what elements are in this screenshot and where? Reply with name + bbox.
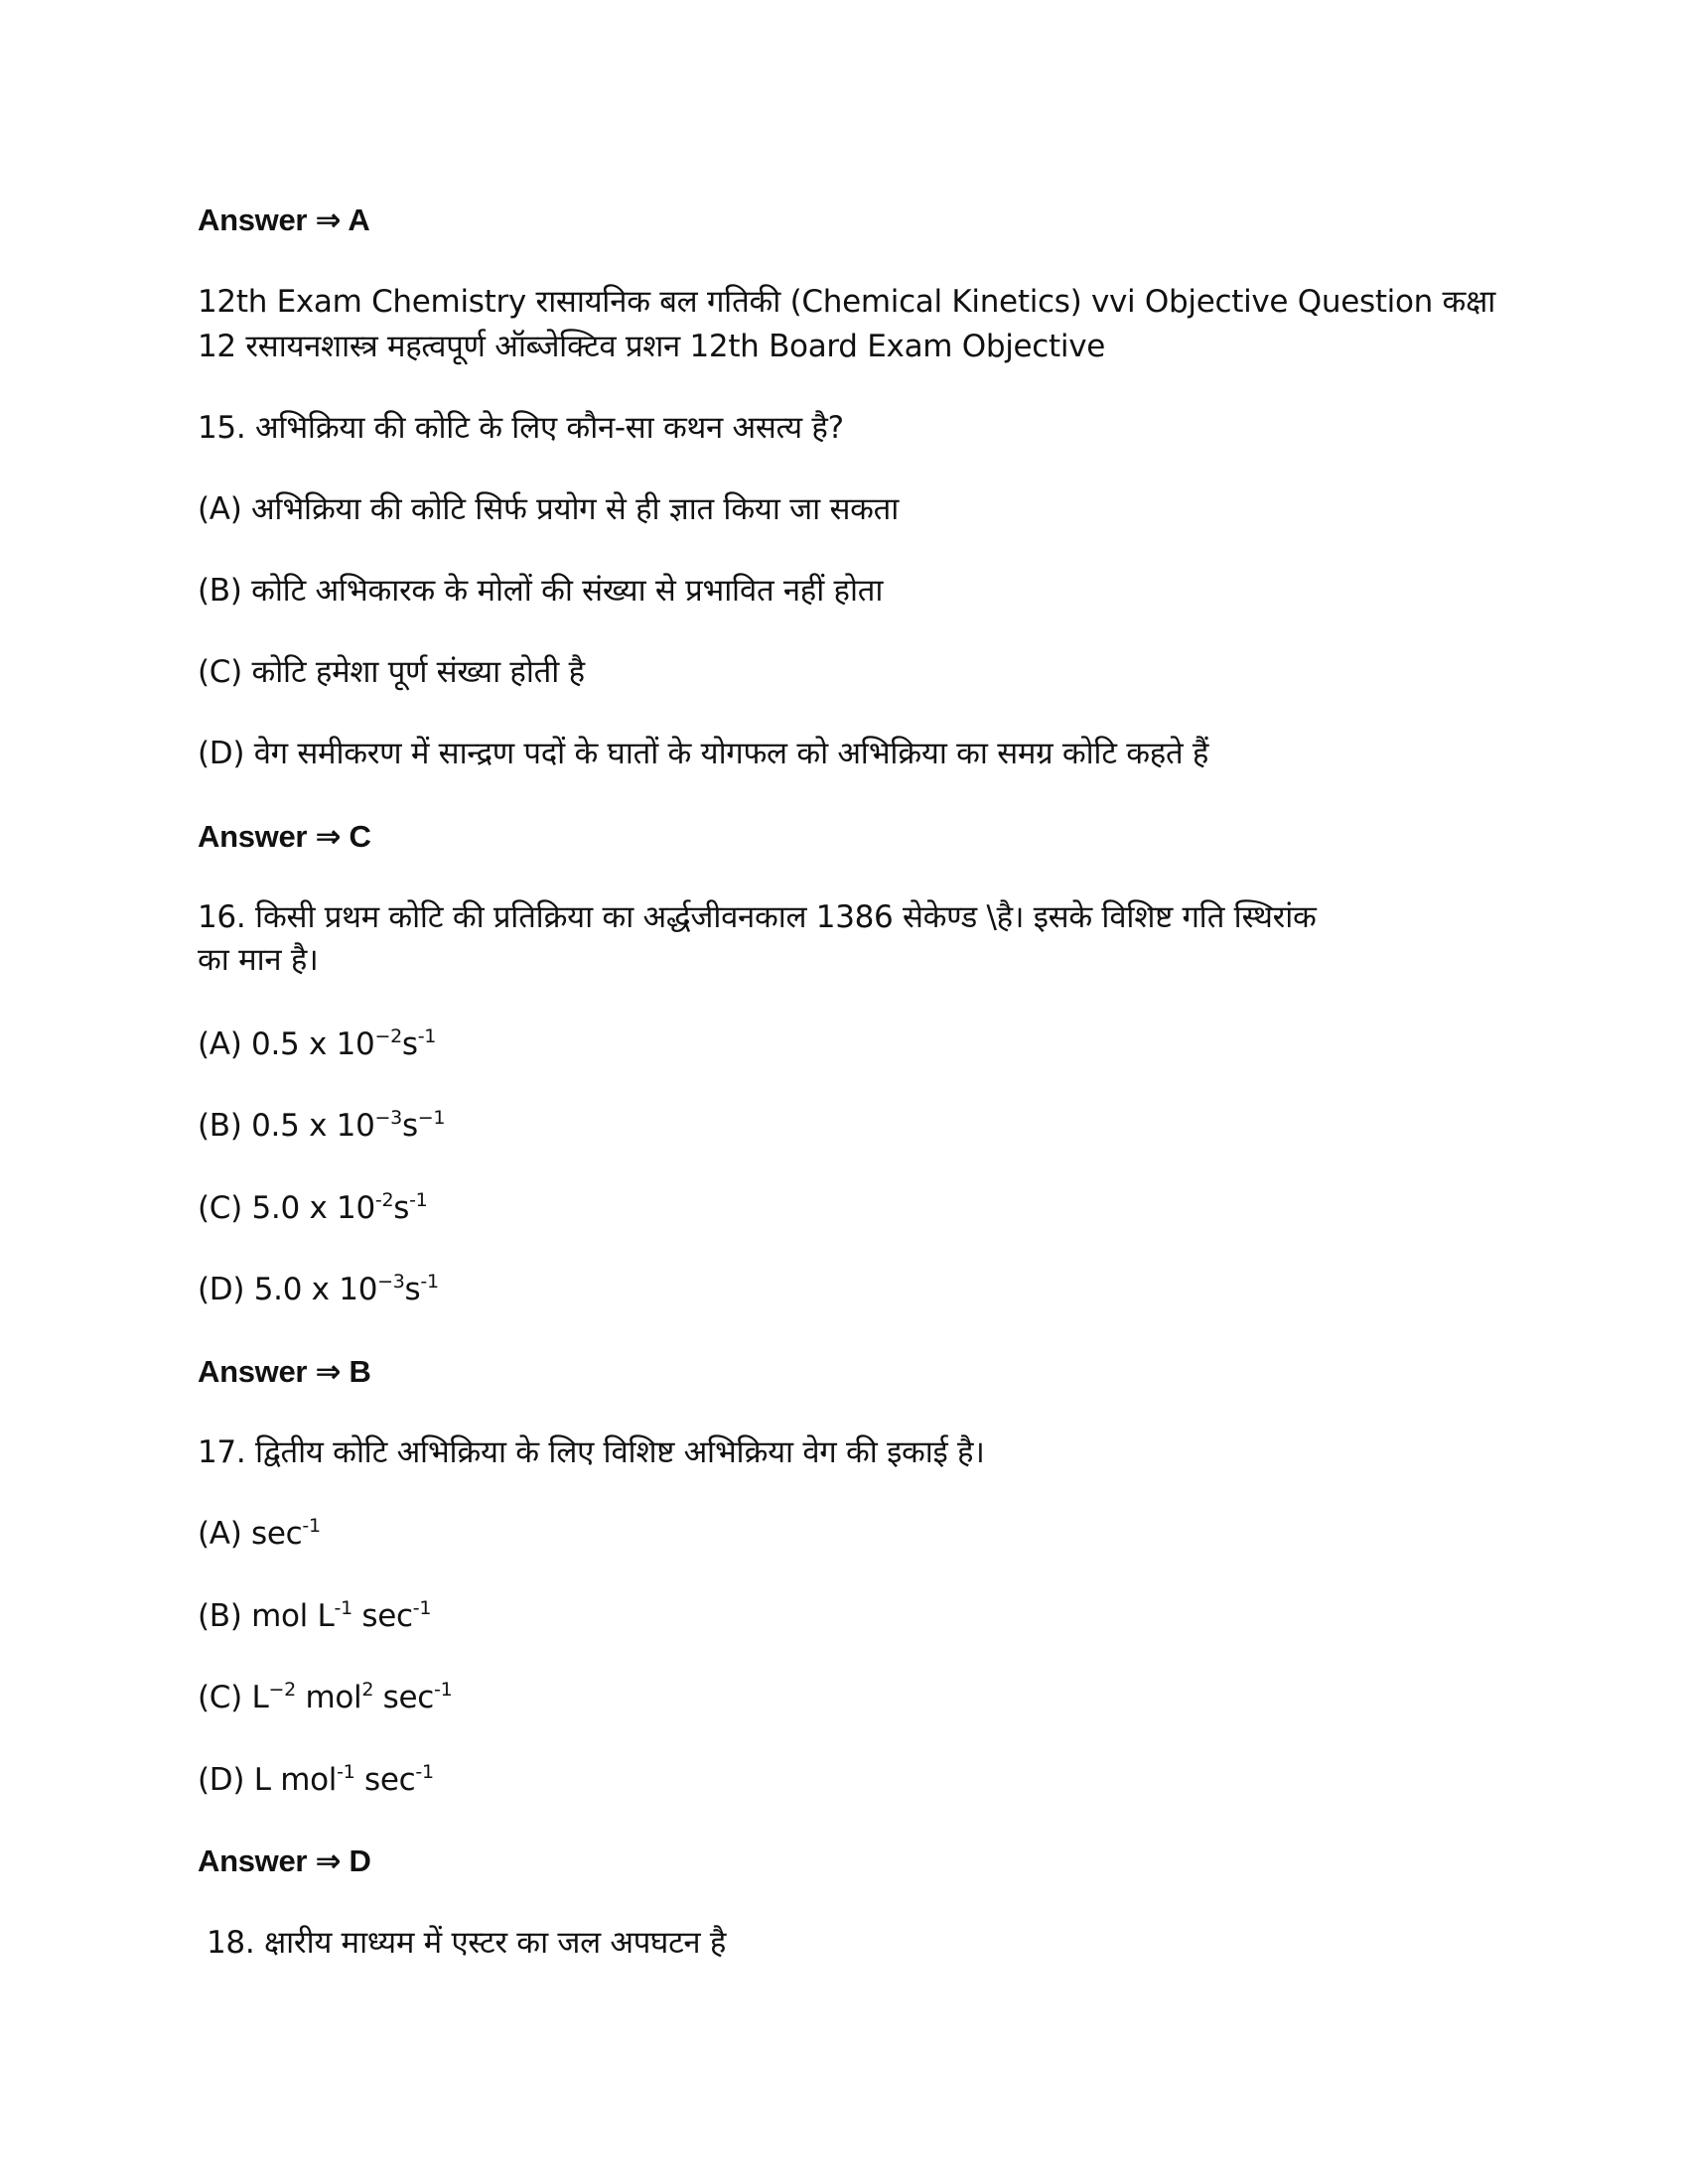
question-17: 17. द्वितीय कोटि अभिक्रिया के लिए विशिष्ट अभिक्रिया वेग की इकाई है। — [198, 1434, 985, 1470]
exponent: −1 — [417, 1107, 446, 1129]
exponent: -1 — [434, 1679, 453, 1701]
question-16-line-2: का मान है। — [198, 942, 319, 978]
q17-option-d — [198, 1758, 434, 1802]
unit: sec — [373, 1680, 435, 1715]
q15-option-d: (D) वेग समीकरण में सान्द्रण पदों के घातों के योगफल को अभिक्रिया का समग्र कोटि कहते हैं — [198, 736, 1209, 771]
q16-option-c — [198, 1186, 427, 1230]
question-18: 18. क्षारीय माध्यम में एस्टर का जल अपघटन है — [207, 1925, 727, 1961]
exponent: -1 — [420, 1271, 439, 1293]
answer-q17: Answer ⇒ D — [198, 1843, 371, 1878]
intro-line-2: 12 रसायनशास्त्र महत्वपूर्ण ऑब्जेक्टिव प्रशन 12th Board Exam Objective — [198, 329, 1106, 364]
question-16-line-1: 16. किसी प्रथम कोटि की प्रतिक्रिया का अर्द्धजीवनकाल 1386 सेकेण्ड \है। इसके विशिष्ट गति स्थिरांक — [198, 899, 1317, 935]
q17-option-a — [198, 1512, 321, 1556]
exponent: 2 — [361, 1679, 374, 1701]
unit: s — [401, 1108, 418, 1144]
answer-q14: Answer ⇒ A — [198, 203, 370, 237]
q16-option-a — [198, 1023, 436, 1066]
intro-line-1: 12th Exam Chemistry रासायनिक बल गतिकी (Chemical Kinetics) vvi Objective Question कक्षा — [198, 284, 1496, 320]
option-text: (B) 0.5 x 10 — [198, 1108, 375, 1144]
exponent: −2 — [268, 1679, 296, 1701]
unit: s — [401, 1026, 418, 1062]
option-text: (B) mol L — [198, 1598, 335, 1634]
exponent: −3 — [374, 1107, 402, 1129]
exponent: −2 — [374, 1025, 402, 1047]
q16-option-d — [198, 1268, 439, 1311]
unit: s — [404, 1272, 421, 1307]
unit: mol — [295, 1680, 362, 1715]
exponent: -1 — [417, 1025, 437, 1047]
unit: sec — [352, 1598, 413, 1634]
exponent: -2 — [374, 1189, 394, 1211]
exponent: -1 — [302, 1515, 321, 1537]
answer-q16: Answer ⇒ B — [198, 1354, 371, 1389]
q16-option-b — [198, 1104, 445, 1148]
exponent: -1 — [337, 1761, 355, 1783]
q15-option-a: (A) अभिक्रिया की कोटि सिर्फ प्रयोग से ही ज्ञात किया जा सकता — [198, 491, 900, 527]
exponent: -1 — [409, 1189, 428, 1211]
q17-option-c — [198, 1676, 452, 1719]
exponent: -1 — [412, 1597, 432, 1619]
option-text: (D) L mol — [198, 1762, 338, 1798]
exponent: −3 — [377, 1271, 405, 1293]
exponent: -1 — [334, 1597, 352, 1619]
option-text: (A) 0.5 x 10 — [198, 1026, 375, 1062]
q15-option-b: (B) कोटि अभिकारक के मोलों की संख्या से प्रभावित नहीं होता — [198, 573, 884, 609]
question-15: 15. अभिक्रिया की कोटि के लिए कौन-सा कथन असत्य है? — [198, 410, 844, 446]
q17-option-b — [198, 1594, 431, 1638]
answer-q15: Answer ⇒ C — [198, 819, 371, 854]
unit: s — [393, 1190, 410, 1226]
option-text: (A) sec — [198, 1516, 303, 1552]
q15-option-c: (C) कोटि हमेशा पूर्ण संख्या होती है — [198, 654, 585, 690]
exponent: -1 — [415, 1761, 434, 1783]
unit: sec — [354, 1762, 416, 1798]
option-text: (C) L — [198, 1680, 269, 1715]
option-text: (D) 5.0 x 10 — [198, 1272, 378, 1307]
option-text: (C) 5.0 x 10 — [198, 1190, 375, 1226]
